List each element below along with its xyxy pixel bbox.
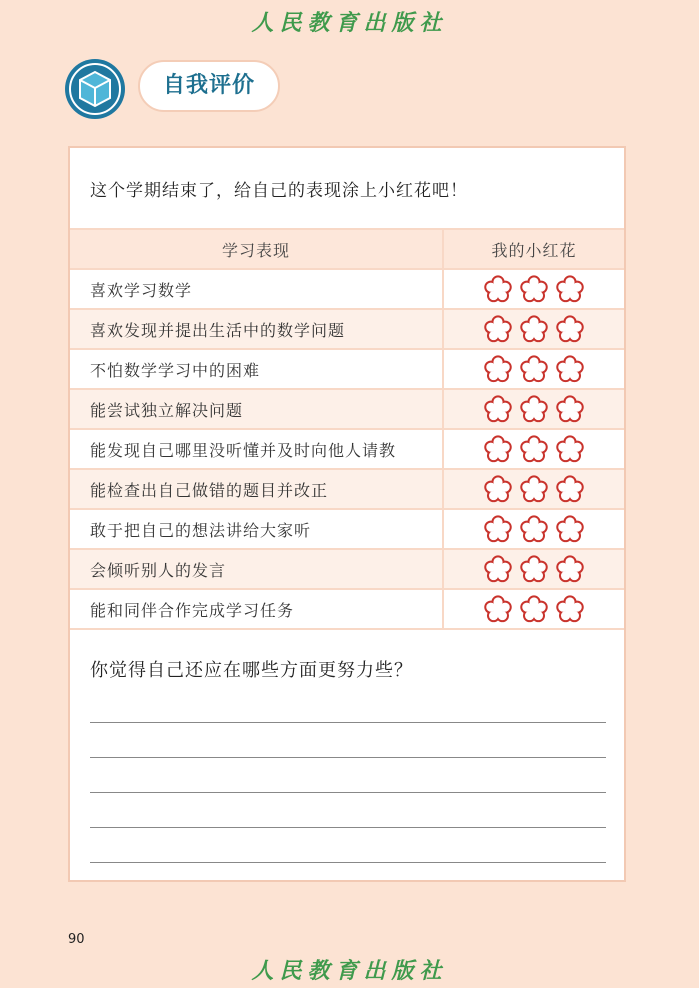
flower-icon[interactable] <box>483 474 513 504</box>
flower-icon[interactable] <box>519 474 549 504</box>
table-row <box>70 269 624 309</box>
table-row <box>70 469 624 509</box>
flower-rating <box>443 589 624 629</box>
table-row <box>70 389 624 429</box>
answer-line[interactable] <box>90 827 606 828</box>
flower-icon[interactable] <box>483 314 513 344</box>
flower-icon[interactable] <box>555 594 585 624</box>
reflection-question: 你觉得自己还应在哪些方面更努力些？ <box>90 660 413 681</box>
flower-icon[interactable] <box>483 354 513 384</box>
behavior-label: 能尝试独立解决问题 <box>70 389 443 429</box>
flower-icon[interactable] <box>519 594 549 624</box>
behavior-label: 不怕数学学习中的困难 <box>70 349 443 389</box>
behavior-label: 能发现自己哪里没听懂并及时向他人请教 <box>70 429 443 469</box>
flower-icon[interactable] <box>519 314 549 344</box>
flower-icon[interactable] <box>555 434 585 464</box>
behavior-label: 能检查出自己做错的题目并改正 <box>70 469 443 509</box>
behavior-label: 喜欢学习数学 <box>70 269 443 309</box>
flower-rating <box>443 429 624 469</box>
flower-icon[interactable] <box>483 594 513 624</box>
table-row <box>70 349 624 389</box>
flower-rating <box>443 389 624 429</box>
flower-icon[interactable] <box>519 394 549 424</box>
flower-icon[interactable] <box>555 274 585 304</box>
header-flowers: 我的小红花 <box>443 229 624 269</box>
flower-icon[interactable] <box>519 554 549 584</box>
answer-line[interactable] <box>90 757 606 758</box>
flower-icon[interactable] <box>519 354 549 384</box>
flower-rating <box>443 269 624 309</box>
flower-rating <box>443 469 624 509</box>
flower-icon[interactable] <box>483 434 513 464</box>
evaluation-card <box>68 146 626 882</box>
table-header-row <box>70 229 624 269</box>
answer-line[interactable] <box>90 722 606 723</box>
flower-icon[interactable] <box>555 554 585 584</box>
table-row <box>70 509 624 549</box>
table-row <box>70 589 624 629</box>
flower-icon[interactable] <box>555 394 585 424</box>
section-title: 自我评价 <box>138 60 280 112</box>
flower-icon[interactable] <box>483 514 513 544</box>
flower-icon[interactable] <box>519 434 549 464</box>
behavior-label: 敢于把自己的想法讲给大家听 <box>70 509 443 549</box>
header-behavior: 学习表现 <box>70 229 443 269</box>
table-row <box>70 309 624 349</box>
flower-icon[interactable] <box>555 474 585 504</box>
publisher-header: 人民教育出版社 <box>251 10 448 36</box>
flower-icon[interactable] <box>519 274 549 304</box>
flower-rating <box>443 549 624 589</box>
flower-icon[interactable] <box>483 394 513 424</box>
flower-rating <box>443 509 624 549</box>
flower-icon[interactable] <box>555 514 585 544</box>
flower-rating <box>443 349 624 389</box>
table-row <box>70 549 624 589</box>
page-number: 90 <box>68 932 85 947</box>
evaluation-table <box>70 228 624 630</box>
table-row <box>70 429 624 469</box>
behavior-label: 能和同伴合作完成学习任务 <box>70 589 443 629</box>
flower-icon[interactable] <box>555 314 585 344</box>
flower-icon[interactable] <box>555 354 585 384</box>
flower-rating <box>443 309 624 349</box>
flower-icon[interactable] <box>483 554 513 584</box>
behavior-label: 会倾听别人的发言 <box>70 549 443 589</box>
answer-line[interactable] <box>90 792 606 793</box>
publisher-footer: 人民教育出版社 <box>251 958 448 984</box>
intro-text: 这个学期结束了，给自己的表现涂上小红花吧！ <box>90 181 468 201</box>
answer-line[interactable] <box>90 862 606 863</box>
behavior-label: 喜欢发现并提出生活中的数学问题 <box>70 309 443 349</box>
flower-icon[interactable] <box>483 274 513 304</box>
flower-icon[interactable] <box>519 514 549 544</box>
cube-icon <box>64 58 126 120</box>
